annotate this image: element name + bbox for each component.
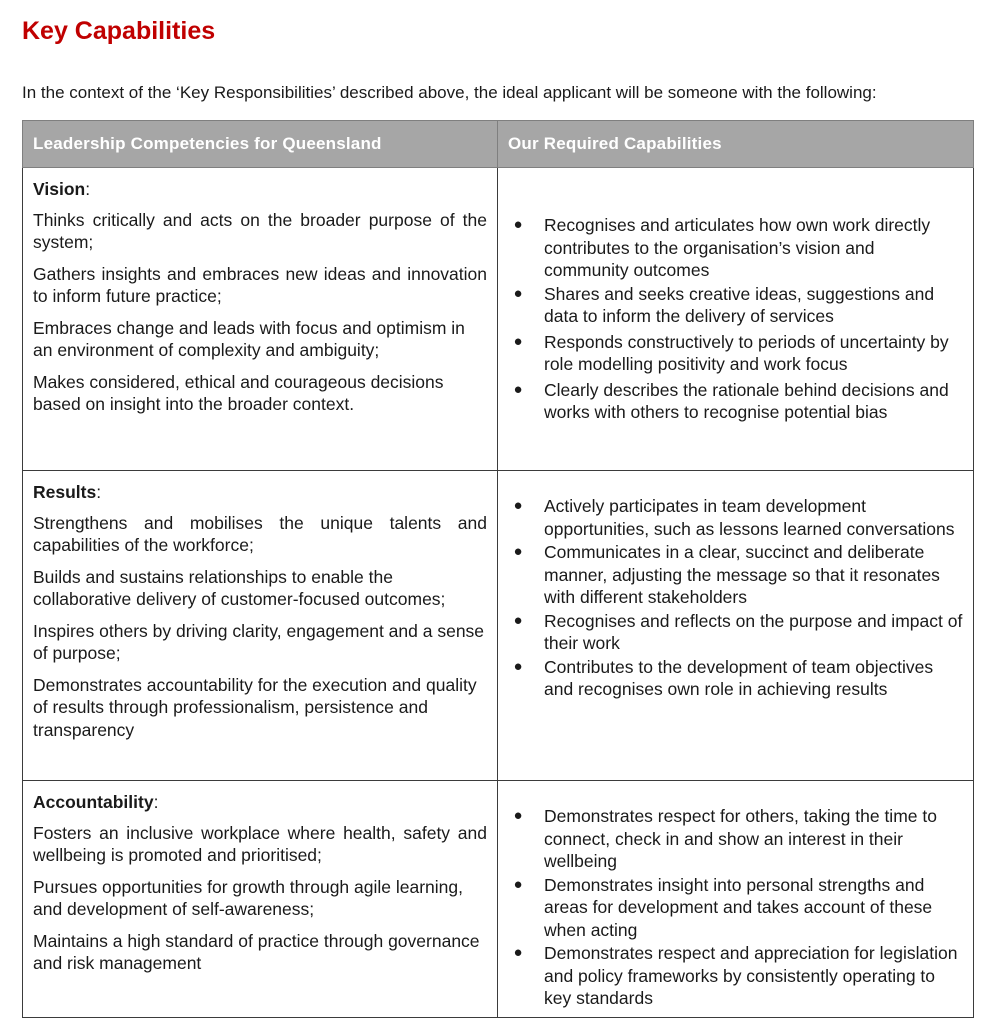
table-header-row bbox=[23, 121, 974, 168]
competency-item: Maintains a high standard of practice through governance and risk management bbox=[33, 930, 480, 973]
document-page bbox=[22, 0, 972, 1018]
capabilities-list-accountability bbox=[508, 805, 963, 1010]
competency-item: Embraces change and leads with focus and optimism in an environment of complexity and ambiguity; bbox=[33, 317, 465, 360]
capability-item: ● Communicates in a clear, succinct and deliberate manner, adjusting the message so that it resonates with different stakeholders bbox=[508, 541, 963, 609]
capability-item: ● Shares and seeks creative ideas, suggestions and data to inform the delivery of services bbox=[508, 283, 963, 328]
table-row-results bbox=[23, 471, 974, 781]
bullet-icon: ● bbox=[513, 380, 523, 398]
intro-paragraph: In the context of the ‘Key Responsibilities’ described above, the ideal applicant will be someone with the following: bbox=[22, 83, 877, 102]
bullet-icon: ● bbox=[513, 284, 523, 302]
competency-item: Fosters an inclusive workplace where health, safety and wellbeing is promoted and prioritised; bbox=[33, 822, 487, 865]
bullet-icon: ● bbox=[513, 216, 523, 233]
bullet-icon: ● bbox=[513, 497, 523, 514]
capability-item: ● Demonstrates insight into personal strengths and areas for development and takes account of these when acting bbox=[508, 874, 963, 942]
competencies-cell-vision bbox=[23, 168, 498, 471]
bullet-icon: ● bbox=[513, 875, 523, 893]
page-title: Key Capabilities bbox=[22, 17, 216, 45]
capability-item: ● Responds constructively to periods of uncertainty by role modelling positivity and work focus bbox=[508, 331, 963, 376]
capability-item: ● Demonstrates respect and appreciation for legislation and policy frameworks by consistently operating to key standards bbox=[508, 942, 963, 1010]
table-row-accountability bbox=[23, 781, 974, 1018]
competency-item: Gathers insights and embraces new ideas and innovation to inform future practice; bbox=[33, 263, 487, 306]
bullet-icon: ● bbox=[513, 657, 523, 675]
capability-item: ● Recognises and articulates how own work directly contributes to the organisation’s vision and community outcomes bbox=[508, 214, 963, 282]
bullet-icon: ● bbox=[513, 611, 523, 629]
capability-item: ● Demonstrates respect for others, taking the time to connect, check in and show an interest in their wellbeing bbox=[508, 805, 963, 873]
capability-item: ● Recognises and reflects on the purpose and impact of their work bbox=[508, 610, 963, 655]
bullet-icon: ● bbox=[513, 807, 523, 824]
competency-item: Thinks critically and acts on the broader purpose of the system; bbox=[33, 209, 487, 252]
competencies-cell-accountability bbox=[23, 781, 498, 1018]
capability-item: ● Clearly describes the rationale behind decisions and works with others to recognise potential bias bbox=[508, 379, 963, 424]
capabilities-list-results bbox=[508, 495, 963, 701]
section-heading-results: Results: bbox=[33, 482, 102, 502]
competency-item: Demonstrates accountability for the execution and quality of results through professionalism, persistence and transparency bbox=[33, 674, 477, 740]
bullet-icon: ● bbox=[513, 332, 523, 350]
competency-item: Strengthens and mobilises the unique talents and capabilities of the workforce; bbox=[33, 512, 487, 555]
capabilities-table bbox=[22, 120, 974, 1018]
competency-item: Inspires others by driving clarity, engagement and a sense of purpose; bbox=[33, 620, 485, 663]
section-heading-accountability: Accountability: bbox=[33, 792, 159, 812]
competency-item: Makes considered, ethical and courageous decisions based on insight into the broader context. bbox=[33, 371, 444, 414]
capabilities-cell-results bbox=[498, 471, 974, 781]
table-row-vision bbox=[23, 168, 974, 471]
capability-item: ● Contributes to the development of team objectives and recognises own role in achieving results bbox=[508, 656, 963, 701]
competencies-cell-results bbox=[23, 471, 498, 781]
capabilities-list-vision bbox=[508, 214, 963, 424]
capabilities-cell-vision bbox=[498, 168, 974, 471]
capability-item: ● Actively participates in team development opportunities, such as lessons learned conversations bbox=[508, 495, 963, 540]
bullet-icon: ● bbox=[513, 543, 523, 560]
header-leadership-competencies: Leadership Competencies for Queensland bbox=[23, 121, 498, 168]
capabilities-cell-accountability bbox=[498, 781, 974, 1018]
section-heading-vision: Vision: bbox=[33, 179, 91, 199]
bullet-icon: ● bbox=[513, 944, 523, 961]
header-required-capabilities: Our Required Capabilities bbox=[498, 121, 974, 168]
competency-item: Pursues opportunities for growth through agile learning, and development of self-awareness; bbox=[33, 876, 463, 919]
competency-item: Builds and sustains relationships to enable the collaborative delivery of customer-focused outcomes; bbox=[33, 566, 446, 609]
